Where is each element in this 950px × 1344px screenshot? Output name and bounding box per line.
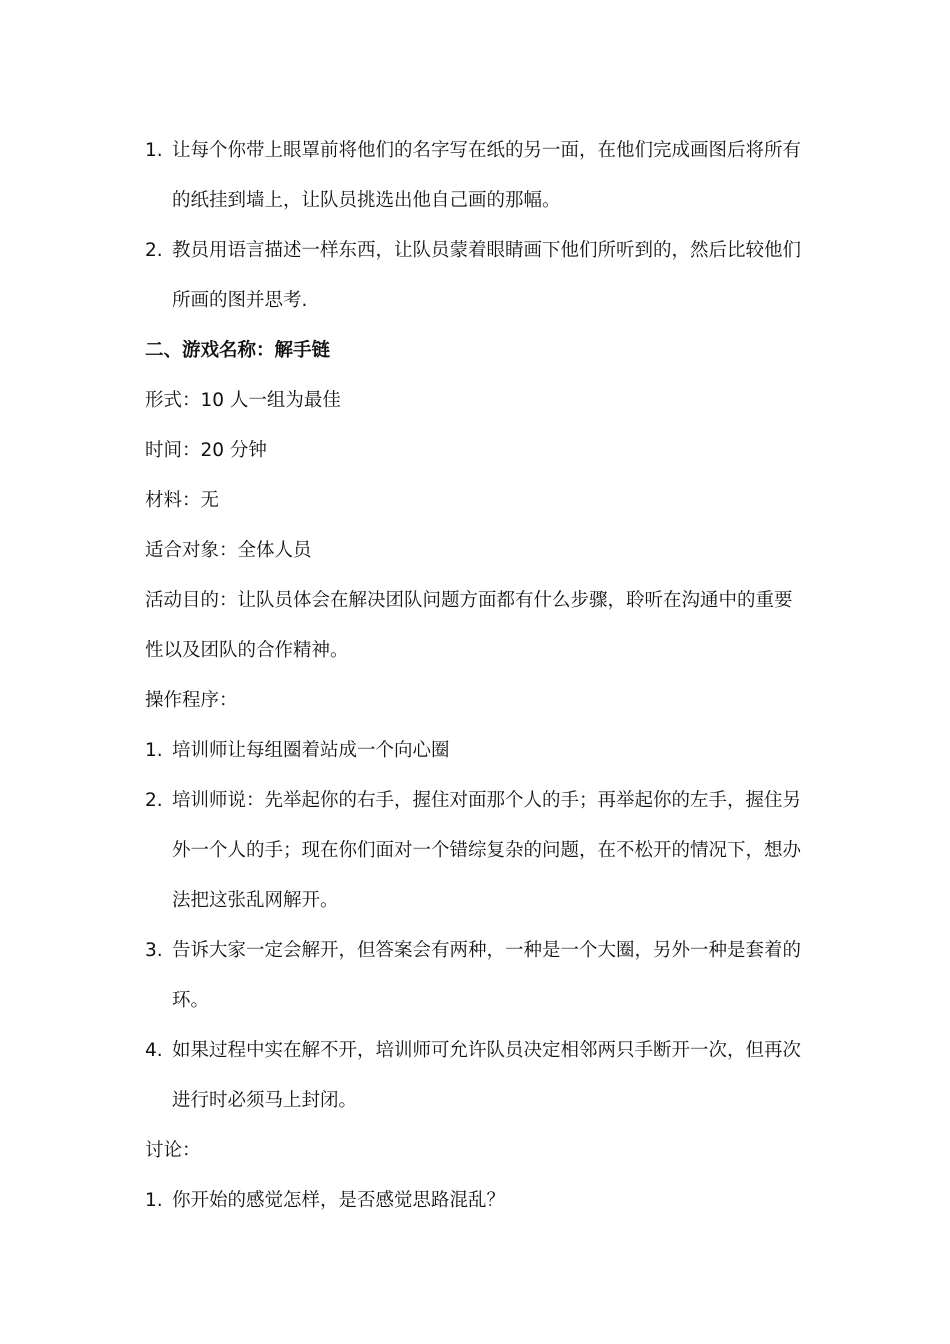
list-item <box>145 1026 810 1126</box>
list-item-number: 4. <box>145 1040 163 1061</box>
list-item <box>145 1176 810 1226</box>
list-item-text: 让每个你带上眼罩前将他们的名字写在纸的另一面，在他们完成画图后将所有的纸挂到墙上，让队员挑选出他自己画的那幅。 <box>172 140 802 211</box>
list-item-number: 3. <box>145 940 163 961</box>
list-item <box>145 226 810 326</box>
list-item-number: 1. <box>145 1190 163 1211</box>
list-item-text: 告诉大家一定会解开，但答案会有两种，一种是一个大圈，另外一种是套着的环。 <box>172 940 802 1011</box>
list-item-text: 教员用语言描述一样东西，让队员蒙着眼睛画下他们所听到的，然后比较他们所画的图并思考. <box>172 240 802 311</box>
list-item <box>145 726 810 776</box>
time-line: 时间：20 分钟 <box>145 440 267 461</box>
procedure-label: 操作程序： <box>145 690 238 711</box>
form-line: 形式：10 人一组为最佳 <box>145 390 341 411</box>
list-item-text: 培训师说：先举起你的右手，握住对面那个人的手；再举起你的左手，握住另外一个人的手；现在你们面对一个错综复杂的问题，在不松开的情况下，想办法把这张乱网解开。 <box>172 790 802 911</box>
list-item <box>145 126 810 226</box>
list-item-text: 你开始的感觉怎样，是否感觉思路混乱？ <box>172 1190 506 1211</box>
material-line: 材料：无 <box>145 490 220 511</box>
document-body <box>145 126 810 1226</box>
list-item-number: 2. <box>145 240 163 261</box>
list-item-number: 2. <box>145 790 163 811</box>
section-heading: 二、游戏名称：解手链 <box>145 340 331 361</box>
list-item-number: 1. <box>145 140 163 161</box>
discussion-label: 讨论： <box>145 1140 201 1161</box>
list-item-text: 如果过程中实在解不开，培训师可允许队员决定相邻两只手断开一次，但再次进行时必须马上封闭。 <box>172 1040 802 1111</box>
list-item-number: 1. <box>145 740 163 761</box>
list-item <box>145 776 810 926</box>
purpose-paragraph: 活动目的：让队员体会在解决团队问题方面都有什么步骤，聆听在沟通中的重要性以及团队的合作精神。 <box>145 590 793 661</box>
list-item <box>145 926 810 1026</box>
list-item-text: 培训师让每组圈着站成一个向心圈 <box>172 740 450 761</box>
audience-line: 适合对象：全体人员 <box>145 540 312 561</box>
